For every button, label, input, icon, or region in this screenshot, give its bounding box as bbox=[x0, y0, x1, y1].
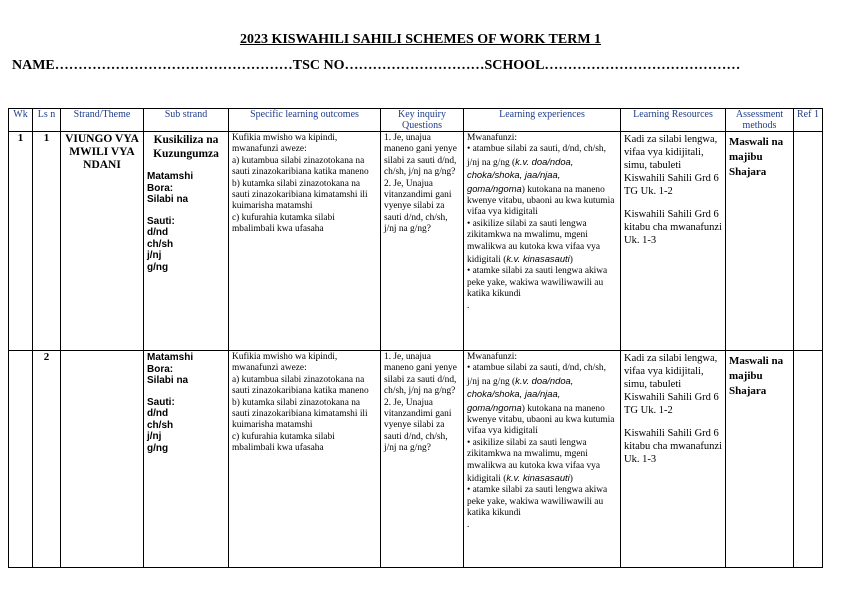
header-ref: Ref 1 bbox=[794, 109, 823, 132]
experience-intro: Mwanafunzi: bbox=[467, 352, 517, 362]
name-tsc-school-line: NAME……………………………………………TSC NO…………………………SCHOOL…………………………………… bbox=[12, 58, 741, 73]
lesson-cell: 1 bbox=[33, 132, 61, 351]
substrand-line: d/nd bbox=[147, 227, 169, 238]
strand-cell bbox=[61, 351, 144, 568]
experience-item: • asikilize silabi za sauti lengwa zikitamkwa na mwalimu, mgeni mwalikwa au kutoka kwa vifaa vya kidigitali (k.v. kinasasauti) bbox=[467, 218, 601, 266]
lesson-cell: 2 bbox=[33, 351, 61, 568]
questions-line: 1. Je, unajua maneno gani yenye silabi za sauti d/nd, ch/sh, j/nj na g/ng? bbox=[384, 133, 457, 178]
resource: Kiswahili Sahili Grd 6 TG Uk. 1-2 bbox=[624, 173, 719, 197]
substrand-heading: Kusikiliza na Kuzungumza bbox=[153, 134, 219, 160]
resource: Kiswahili Sahili Grd 6 kitabu cha mwanafunzi Uk. 1-3 bbox=[624, 428, 722, 465]
assessment-cell bbox=[726, 351, 794, 568]
outcomes-line: b) kutamka silabi zinazotokana na sauti zinazokaribiana kimatamshi ili kuimarisha matamshi bbox=[232, 397, 368, 431]
header-wk: Wk bbox=[9, 109, 33, 132]
experience-item: • atamke silabi za sauti lengwa akiwa peke yake, wakiwa wawiliwawili au katika kikundi bbox=[467, 485, 608, 519]
experience-item: • atambue silabi za sauti, d/nd, ch/sh, j/nj na g/ng (k.v. doa/ndoa, choka/shoka, jaa/njaa, goma/ngoma) kutokana na maneno kwenye vitabu, ubaoni au kwa kutumia vifaa vya kidigitali bbox=[467, 144, 615, 218]
questions-line: 2. Je, Unajua vitanzandimi gani vyenye silabi za sauti d/nd, ch/sh, j/nj na g/ng? bbox=[384, 178, 452, 235]
substrand-line: j/nj bbox=[147, 431, 162, 442]
experience-end: . bbox=[467, 300, 470, 311]
header-outcomes: Specific learning outcomes bbox=[229, 109, 381, 132]
experience-intro: Mwanafunzi: bbox=[467, 133, 517, 143]
assessment-cell bbox=[726, 132, 794, 351]
questions-line: 2. Je, Unajua vitanzandimi gani vyenye silabi za sauti d/nd, ch/sh, j/nj na g/ng? bbox=[384, 397, 452, 454]
substrand-line: Bora: bbox=[147, 182, 174, 194]
resources-cell bbox=[621, 351, 726, 568]
header-row bbox=[9, 109, 823, 132]
substrand-cell bbox=[144, 132, 229, 351]
table-row bbox=[9, 351, 823, 568]
resource: Kadi za silabi lengwa, vifaa vya kidijitali, simu, tabuleti bbox=[624, 134, 718, 171]
assessment-line: Maswali na majibu bbox=[729, 136, 784, 163]
spacer bbox=[147, 387, 225, 397]
outcomes-line: Kufikia mwisho wa kipindi, mwanafunzi aweze: bbox=[232, 352, 338, 374]
header-strand: Strand/Theme bbox=[61, 109, 144, 132]
table-row bbox=[9, 132, 823, 351]
substrand-line: Sauti: bbox=[147, 215, 175, 227]
ref-cell bbox=[794, 351, 823, 568]
substrand-line: g/ng bbox=[147, 442, 169, 454]
experience-item: • atambue silabi za sauti, d/nd, ch/sh, j/nj na g/ng (k.v. doa/ndoa, choka/shoka, jaa/njaa, goma/ngoma) kutokana na maneno kwenye vitabu, ubaoni au kwa kutumia vifaa vya kidigitali bbox=[467, 363, 615, 437]
resource: Kadi za silabi lengwa, vifaa vya kidijitali, simu, tabuleti bbox=[624, 353, 718, 390]
week-cell bbox=[9, 351, 33, 568]
resource: Kiswahili Sahili Grd 6 TG Uk. 1-2 bbox=[624, 392, 719, 416]
experience-item: • atamke silabi za sauti lengwa akiwa peke yake, wakiwa wawiliwawili au katika kikundi bbox=[467, 266, 608, 300]
header-questions: Key inquiry Questions bbox=[381, 109, 464, 132]
outcomes-line: Kufikia mwisho wa kipindi, mwanafunzi aweze: bbox=[232, 133, 338, 155]
substrand-line: Bora: bbox=[147, 363, 174, 375]
outcomes-cell bbox=[229, 351, 381, 568]
header-lsn: Ls n bbox=[33, 109, 61, 132]
experience-end: . bbox=[467, 519, 470, 530]
experiences-cell bbox=[464, 132, 621, 351]
assessment-line: Shajara bbox=[729, 166, 767, 178]
header-experiences: Learning experiences bbox=[464, 109, 621, 132]
questions-cell bbox=[381, 351, 464, 568]
outcomes-line: a) kutambua silabi zinazotokana na sauti zinazokaribiana katika maneno bbox=[232, 374, 369, 397]
questions-line: 1. Je, unajua maneno gani yenye silabi za sauti d/nd, ch/sh, j/nj na g/ng? bbox=[384, 352, 457, 397]
assessment-line: Maswali na majibu bbox=[729, 355, 784, 382]
header-resources: Learning Resources bbox=[621, 109, 726, 132]
resources-cell bbox=[621, 132, 726, 351]
spacer bbox=[147, 206, 225, 216]
experience-item: • asikilize silabi za sauti lengwa zikitamkwa na mwalimu, mgeni mwalikwa au kutoka kwa vifaa vya kidigitali (k.v. kinasasauti) bbox=[467, 437, 601, 485]
assessment-line: Shajara bbox=[729, 385, 767, 397]
strand-cell: VIUNGO VYA MWILI VYA NDANI bbox=[61, 132, 144, 351]
outcomes-line: a) kutambua silabi zinazotokana na sauti zinazokaribiana katika maneno bbox=[232, 155, 369, 178]
resource: Kiswahili Sahili Grd 6 kitabu cha mwanafunzi Uk. 1-3 bbox=[624, 209, 722, 246]
substrand-line: Sauti: bbox=[147, 396, 175, 408]
outcomes-line: c) kufurahia kutamka silabi mbalimbali kwa ufasaha bbox=[232, 212, 335, 235]
substrand-line: d/nd bbox=[147, 408, 169, 419]
substrand-line: Matamshi bbox=[147, 171, 194, 182]
document-title: 2023 KISWAHILI SAHILI SCHEMES OF WORK TERM 1 bbox=[239, 32, 602, 47]
outcomes-cell bbox=[229, 132, 381, 351]
week-cell: 1 bbox=[9, 132, 33, 351]
outcomes-line: c) kufurahia kutamka silabi mbalimbali kwa ufasaha bbox=[232, 431, 335, 454]
substrand-line: ch/sh bbox=[147, 419, 174, 431]
substrand-line: j/nj bbox=[147, 250, 162, 261]
experiences-cell bbox=[464, 351, 621, 568]
scheme-table bbox=[8, 108, 823, 568]
outcomes-line: b) kutamka silabi zinazotokana na sauti zinazokaribiana kimatamshi ili kuimarisha matamshi bbox=[232, 178, 368, 212]
substrand-cell bbox=[144, 351, 229, 568]
header-assessment: Assessment methods bbox=[726, 109, 794, 132]
questions-cell bbox=[381, 132, 464, 351]
substrand-line: ch/sh bbox=[147, 238, 174, 250]
substrand-line: Matamshi bbox=[147, 352, 194, 363]
substrand-line: Silabi na bbox=[147, 375, 189, 386]
substrand-line: Silabi na bbox=[147, 194, 189, 205]
ref-cell bbox=[794, 132, 823, 351]
header-substrand: Sub strand bbox=[144, 109, 229, 132]
substrand-line: g/ng bbox=[147, 261, 169, 273]
